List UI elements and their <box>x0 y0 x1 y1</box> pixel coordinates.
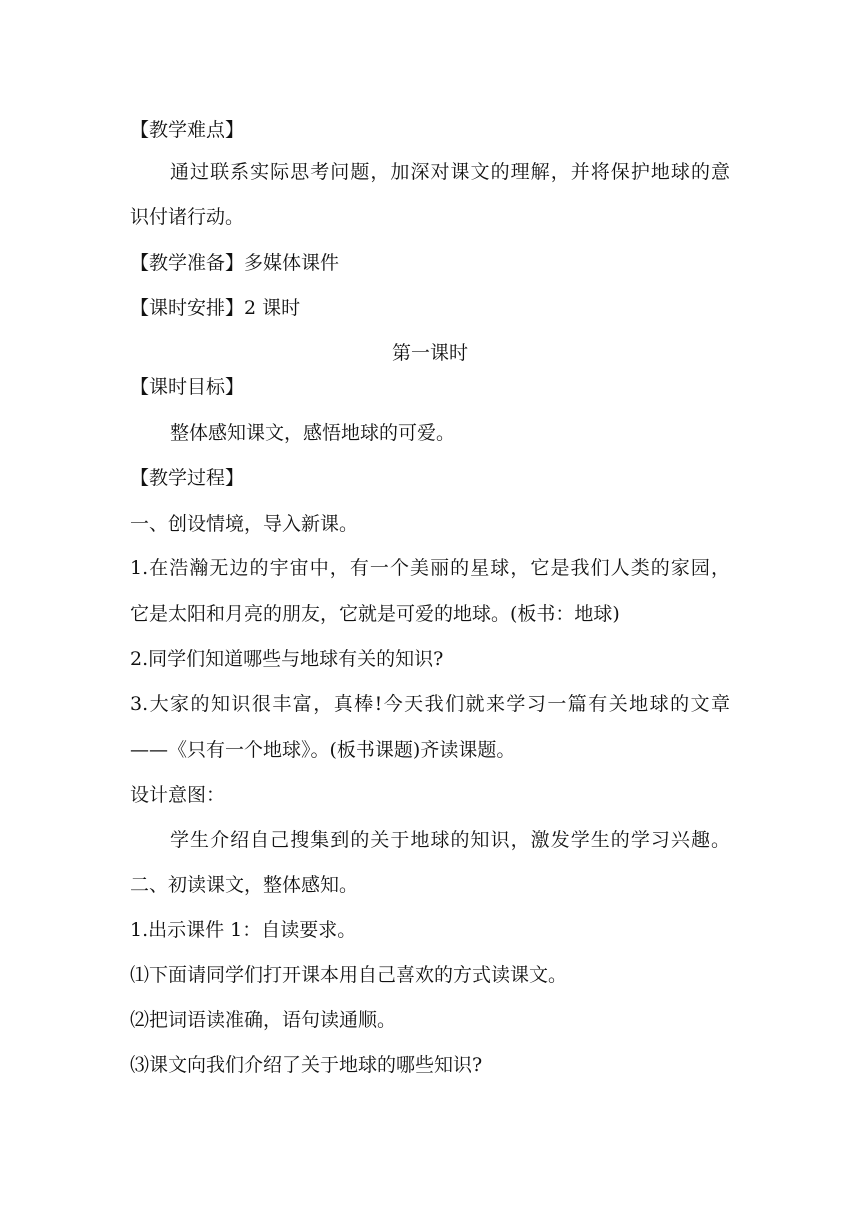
paragraph-line: 识付诸行动。 <box>130 206 245 228</box>
heading-teaching-process: 【教学过程】 <box>130 467 245 489</box>
list-item: ⑶课文向我们介绍了关于地球的哪些知识? <box>130 1054 483 1076</box>
heading-teaching-preparation: 【教学准备】多媒体课件 <box>130 252 340 274</box>
paragraph-line: 整体感知课文，感悟地球的可爱。 <box>170 422 456 444</box>
paragraph-line: 通过联系实际思考问题，加深对课文的理解，并将保护地球的意 <box>170 161 730 183</box>
heading-lesson-objective: 【课时目标】 <box>130 376 245 398</box>
section-heading: 一、创设情境，导入新课。 <box>130 513 359 535</box>
section-heading: 二、初读课文，整体感知。 <box>130 874 359 896</box>
design-intent-label: 设计意图： <box>130 784 226 806</box>
list-item: ⑵把词语读准确，语句读通顺。 <box>130 1009 397 1031</box>
heading-class-arrangement: 【课时安排】2 课时 <box>130 297 301 319</box>
paragraph-line: 1.在浩瀚无边的宇宙中，有一个美丽的星球，它是我们人类的家园， <box>130 557 730 579</box>
heading-teaching-difficulty: 【教学难点】 <box>130 119 245 141</box>
list-item: ⑴下面请同学们打开课本用自己喜欢的方式读课文。 <box>130 964 568 986</box>
paragraph-line: 2.同学们知道哪些与地球有关的知识? <box>130 648 444 670</box>
list-item: 1.出示课件 1：自读要求。 <box>130 919 357 941</box>
section-title-first-lesson: 第一课时 <box>391 342 468 364</box>
paragraph-line: 学生介绍自己搜集到的关于地球的知识，激发学生的学习兴趣。 <box>170 829 730 851</box>
paragraph-line: 它是太阳和月亮的朋友，它就是可爱的地球。(板书：地球) <box>130 603 620 625</box>
paragraph-line: ——《只有一个地球》。(板书课题)齐读课题。 <box>130 739 516 761</box>
paragraph-line: 3.大家的知识很丰富，真棒!今天我们就来学习一篇有关地球的文章 <box>130 693 730 715</box>
